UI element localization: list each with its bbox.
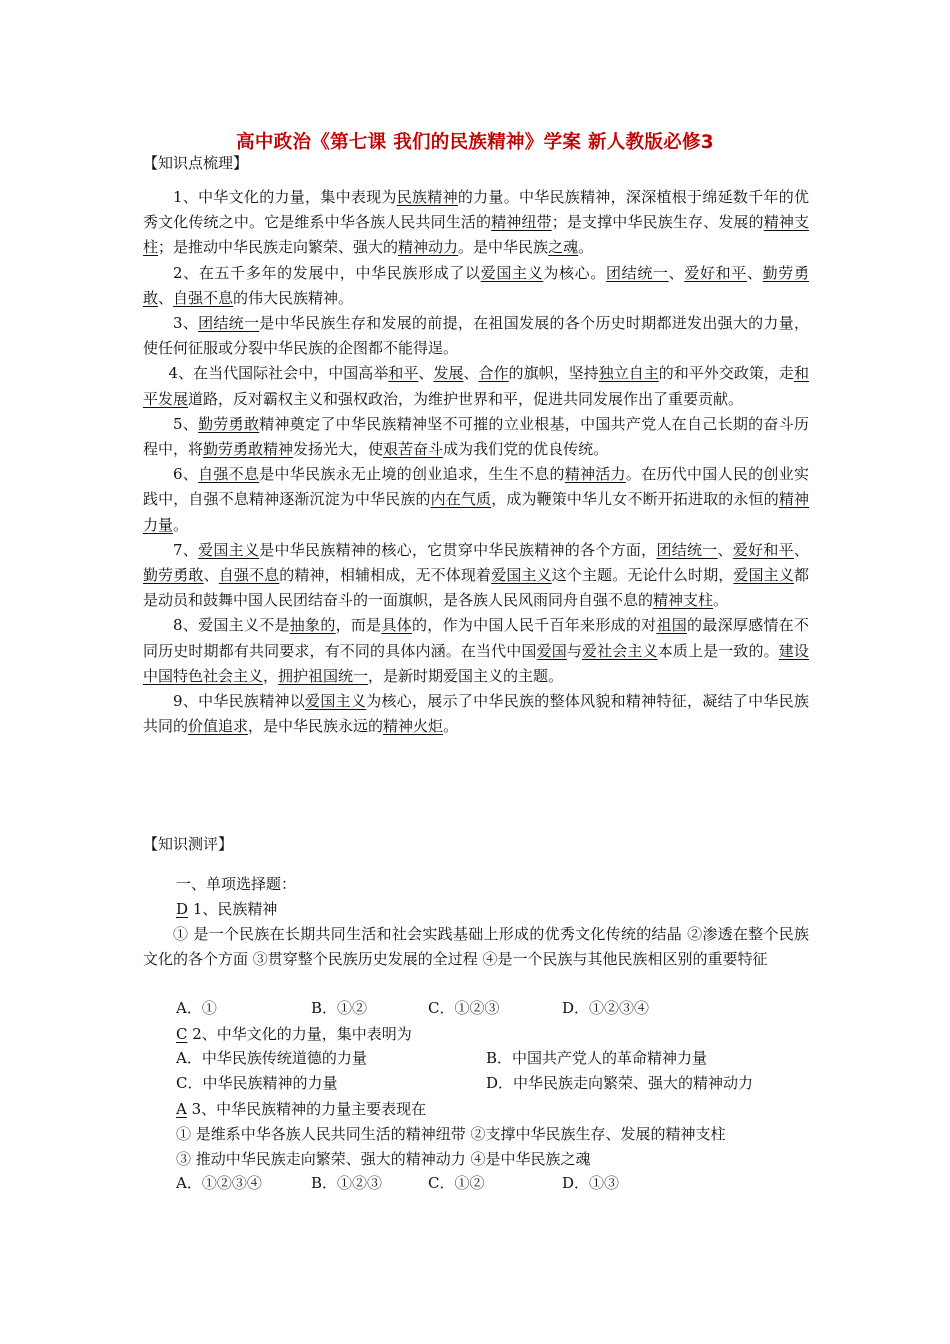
answer-blank: 团结统一	[606, 263, 669, 282]
answer-blank: 精神支柱	[143, 213, 809, 257]
answer-blank: 精神活力	[564, 465, 626, 484]
answer-blank: 艰苦奋斗	[383, 440, 444, 459]
page-title: 高中政治《第七课 我们的民族精神》学案 新人教版必修3	[236, 132, 714, 153]
option-a: A．①②③④	[176, 1174, 262, 1192]
answer-blank: 建设中国特色社会主义	[143, 641, 809, 685]
answer-blank: 爱好和平	[732, 540, 794, 559]
section-heading-test: 【知识测评】	[143, 835, 234, 853]
question-3-line-2: ③ 推动中华民族走向繁荣、强大的精神动力 ④是中华民族之魂	[176, 1150, 591, 1168]
option-b: B．①②	[311, 999, 368, 1017]
knowledge-points	[143, 185, 809, 739]
question-3-stem: A 3、中华民族精神的力量主要表现在	[176, 1100, 427, 1118]
answer-blank: 和平发展	[143, 364, 809, 408]
answer-blank: 爱国	[536, 641, 567, 660]
answer-blank: 抽象的	[289, 616, 336, 635]
answer-blank: 爱国主义	[491, 566, 552, 585]
option-a: A．①	[176, 999, 217, 1017]
question-2-stem: C 2、中华文化的力量，集中表明为	[176, 1025, 412, 1043]
answer-blank: 价值追求	[188, 717, 249, 736]
answer-blank: 精神纽带	[491, 213, 552, 232]
paragraph-5: 5、勤劳勇敢精神奠定了中华民族精神坚不可摧的立业根基，中国共产党人在自己长期的奋斗历程中，将勤劳勇敢精神发扬光大，使艰苦奋斗成为我们党的优良传统。	[143, 414, 809, 459]
answer-blank: 团结统一	[198, 314, 260, 333]
answer-blank: 爱国主义	[198, 540, 260, 559]
answer-blank: 勤劳勇敢精神	[203, 440, 294, 459]
answer-blank: 勤劳勇敢	[143, 263, 809, 307]
answer-blank: 精神动力	[398, 238, 459, 257]
answer-blank: 爱社会主义	[582, 641, 658, 660]
answer-blank: 民族精神	[396, 188, 458, 206]
answer-blank: 自强不息	[198, 465, 260, 484]
paragraph-1: 1、中华文化的力量，集中表现为民族精神的力量。中华民族精神，深深植根于绵延数千年的优秀文化传统之中。它是维系中华各族人民共同生活的精神纽带；是支撑中华民族生存、发展的精神支柱；是推动中华民族走向繁荣、强大的精神动力。是中华民族之魂。	[143, 188, 809, 257]
answer-blank: 团结统一	[656, 540, 718, 559]
paragraph-9: 9、中华民族精神以爱国主义为核心，展示了中华民族的整体风貌和精神特征，凝结了中华民族共同的价值追求，是中华民族永远的精神火炬。	[143, 692, 809, 736]
answer-blank: 勤劳勇敢	[198, 414, 260, 433]
option-d: D．①③	[562, 1174, 620, 1192]
option-c: C．中华民族精神的力量	[176, 1074, 338, 1092]
answer-blank: 爱国主义	[305, 692, 367, 711]
question-1-body: ① 是一个民族在长期共同生活和社会实践基础上形成的优秀文化传统的结晶 ②渗透在整个民族文化的各个方面 ③贯穿整个民族历史发展的全过程 ④是一个民族与其他民族相区别的重要特征	[143, 925, 809, 969]
question-1-stem: D 1、民族精神	[176, 900, 278, 918]
question-3-line-1: ① 是维系中华各族人民共同生活的精神纽带 ②支撑中华民族生存、发展的精神支柱	[176, 1125, 726, 1143]
answer-blank: 爱好和平	[684, 263, 747, 282]
section-heading-review: 【知识点梳理】	[143, 154, 249, 172]
paragraph-3: 3、团结统一是中华民族生存和发展的前提，在祖国发展的各个历史时期都迸发出强大的力量，使任何征服或分裂中华民族的企图都不能得逞。	[143, 314, 809, 358]
answer-blank: 拥护祖国统一	[278, 666, 369, 685]
answer-blank: 内在气质	[430, 490, 492, 509]
question-3-answer: A	[176, 1100, 187, 1118]
paragraph-8: 8、爱国主义不是抽象的，而是具体的，作为中国人民千百年来形成的对祖国的最深厚感情在不同历史时期都有共同要求，有不同的具体内涵。在当代中国爱国与爱社会主义本质上是一致的。建设中国特色社会主义，拥护祖国统一，是新时期爱国主义的主题。	[143, 616, 809, 685]
answer-blank: 爱国主义	[733, 566, 794, 585]
option-d: D．①②③④	[562, 999, 650, 1017]
option-a: A．中华民族传统道德的力量	[176, 1049, 367, 1067]
question-2-answer: C	[176, 1025, 188, 1043]
paragraph-6: 6、自强不息是中华民族永无止境的创业追求，生生不息的精神活力。在历代中国人民的创业实践中，自强不息精神逐渐沉淀为中华民族的内在气质，成为鞭策中华儿女不断开拓进取的永恒的精神力量。	[143, 465, 809, 534]
paragraph-4: 4、在当代国际社会中，中国高举和平、发展、合作的旗帜，坚持独立自主的和平外交政策，走和平发展道路，反对霸权主义和强权政治，为维护世界和平，促进共同发展作出了重要贡献。	[143, 364, 809, 408]
answer-blank: 具体	[381, 616, 413, 635]
answer-blank: 自强不息	[173, 288, 234, 307]
answer-blank: 发展	[433, 364, 464, 383]
paragraph-2: 2、在五千多年的发展中，中华民族形成了以爱国主义为核心。团结统一、爱好和平、勤劳勇敢、自强不息的伟大民族精神。	[143, 263, 809, 307]
answer-blank: 爱国主义	[480, 263, 544, 282]
answer-blank: 自强不息	[218, 566, 280, 585]
option-b: B．中国共产党人的革命精神力量	[486, 1049, 708, 1067]
answer-blank: 独立自主	[598, 364, 659, 383]
question-1-answer: D	[176, 900, 189, 918]
answer-blank: 精神支柱	[653, 591, 714, 610]
part-heading: 一、单项选择题：	[176, 875, 297, 893]
option-b: B．①②③	[311, 1174, 383, 1192]
option-d: D．中华民族走向繁荣、强大的精神动力	[486, 1074, 754, 1092]
paragraph-7: 7、爱国主义是中华民族精神的核心，它贯穿中华民族精神的各个方面，团结统一、爱好和平、勤劳勇敢、自强不息的精神，相辅相成，无不体现着爱国主义这个主题。无论什么时期，爱国主义都是动员和鼓舞中国人民团结奋斗的一面旗帜，是各族人民风雨同舟自强不息的精神支柱。	[143, 540, 809, 610]
answer-blank: 之魂	[548, 238, 579, 257]
answer-blank: 勤劳勇敢	[143, 566, 204, 585]
answer-blank: 和平	[388, 364, 419, 383]
option-c: C．①②	[428, 1174, 485, 1192]
answer-blank: 精神火炬	[383, 717, 444, 736]
option-c: C．①②③	[428, 999, 500, 1017]
answer-blank: 精神力量	[143, 490, 809, 534]
answer-blank: 合作	[478, 364, 509, 383]
answer-blank: 祖国	[656, 616, 688, 635]
